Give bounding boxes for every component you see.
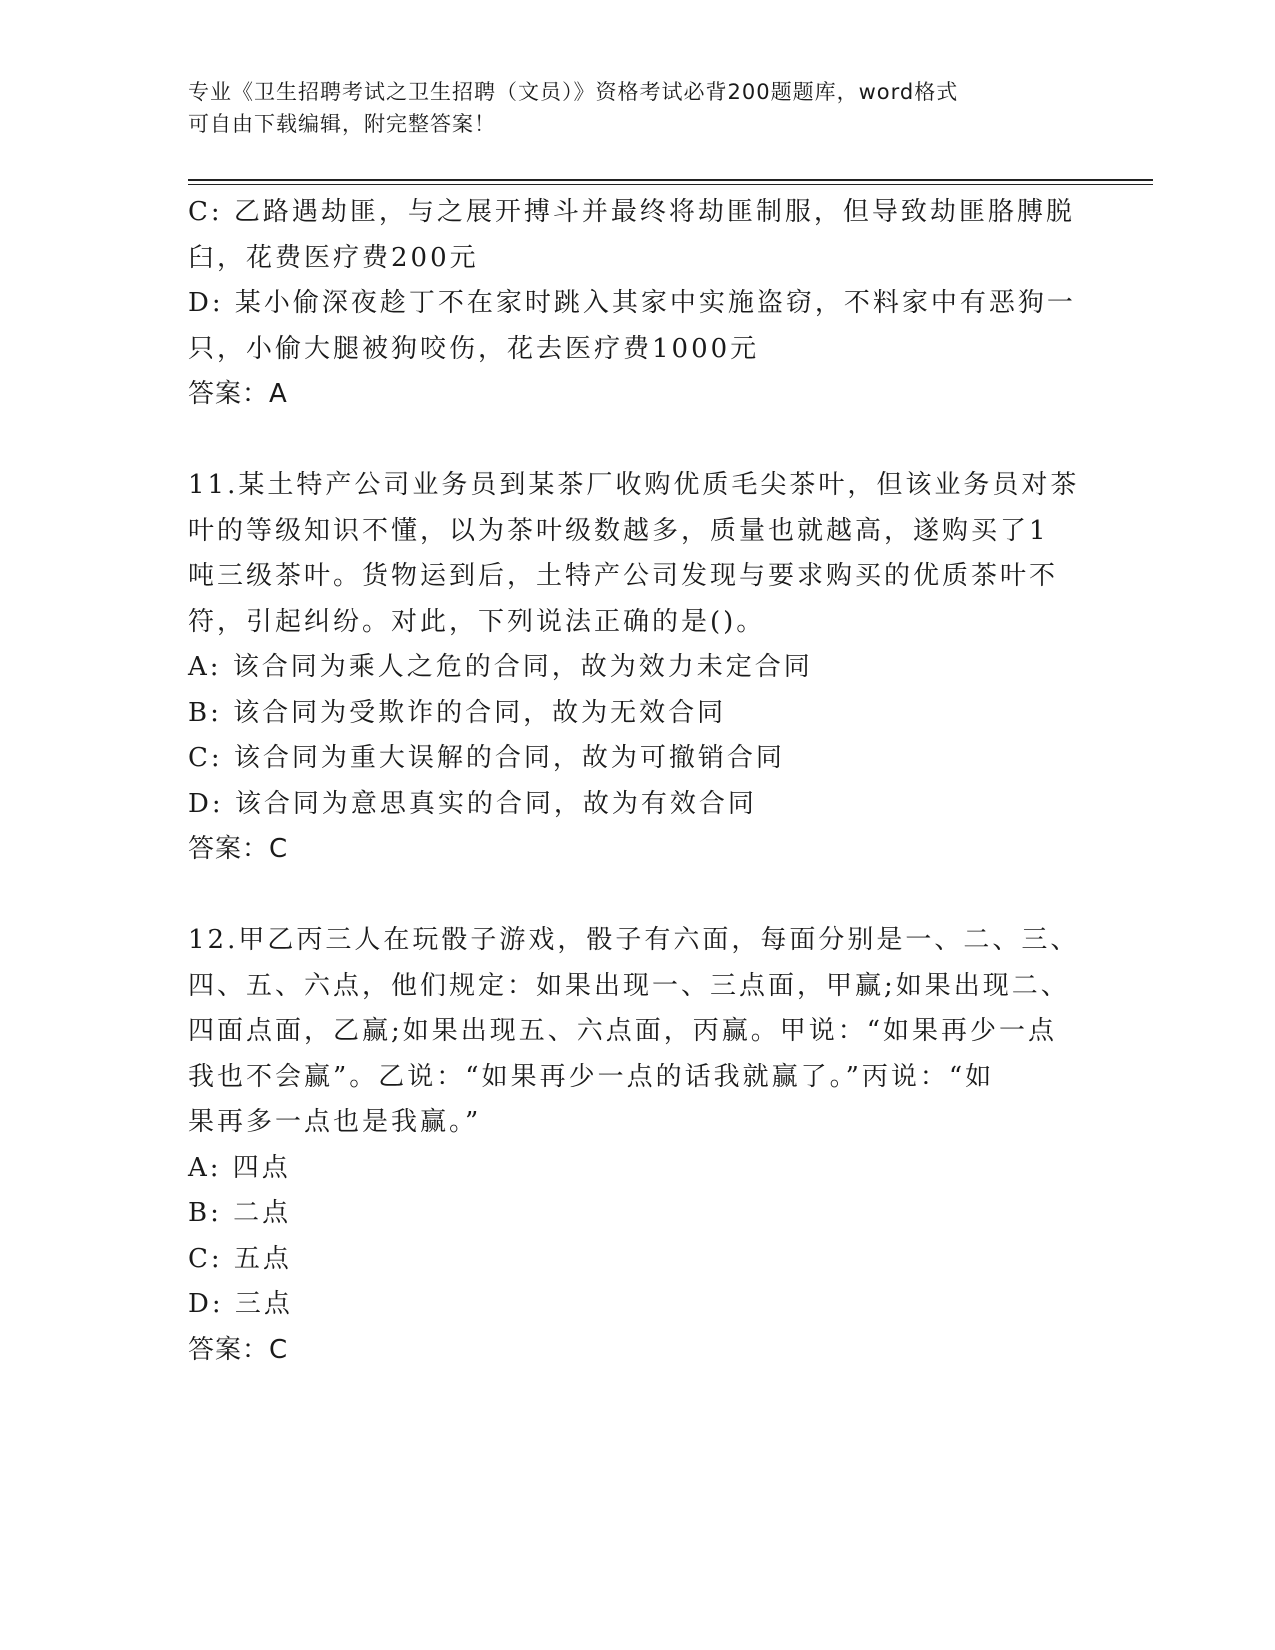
question-11 (188, 463, 1083, 873)
answer: 答案：C (188, 834, 289, 864)
answer: 答案：C (188, 1334, 289, 1365)
option-b: B: 该合同为受欺诈的合同，故为无效合同 (188, 697, 727, 728)
question-stem: 11.某土特产公司业务员到某茶厂收购优质毛尖茶叶，但该业务员对茶 (188, 470, 1080, 500)
option-d: D: 三点 (188, 1289, 293, 1319)
spacer (188, 418, 1083, 464)
question-stem: 吨三级茶叶。货物运到后，土特产公司发现与要求购买的优质茶叶不 (188, 561, 1059, 591)
option-c: C: 乙路遇劫匪，与之展开搏斗并最终将劫匪制服，但导致劫匪胳膊脱 (188, 197, 1075, 227)
option-a: A: 四点 (188, 1152, 291, 1183)
question-stem: 12.甲乙丙三人在玩骰子游戏，骰子有六面，每面分别是一、二、三、 (188, 925, 1080, 955)
previous-question (188, 190, 1083, 418)
question-stem: 我也不会赢”。乙说：“如果再少一点的话我就赢了。”丙说：“如 (188, 1061, 995, 1092)
option-d-continued: 只，小偷大腿被狗咬伤，花去医疗费1000元 (188, 333, 760, 364)
question-stem: 符，引起纠纷。对此，下列说法正确的是()。 (188, 606, 766, 637)
question-stem: 果再多一点也是我赢。” (188, 1107, 482, 1137)
document-header (188, 76, 1088, 140)
option-c-continued: 臼，花费医疗费200元 (188, 242, 479, 273)
question-stem: 叶的等级知识不懂，以为茶叶级数越多，质量也就越高，遂购买了1 (188, 515, 1049, 546)
document-body (188, 190, 1083, 1373)
option-c: C: 五点 (188, 1243, 292, 1274)
question-stem: 四面点面，乙赢;如果出现五、六点面，丙赢。甲说：“如果再少一点 (188, 1016, 1058, 1046)
header-divider-thin (188, 184, 1153, 185)
answer: 答案：A (188, 379, 288, 409)
option-a: A: 该合同为乘人之危的合同，故为效力未定合同 (188, 652, 813, 682)
option-c: C: 该合同为重大误解的合同，故为可撤销合同 (188, 743, 785, 773)
header-line: 可自由下载编辑，附完整答案！ (188, 112, 496, 136)
header-divider (188, 179, 1153, 181)
option-b: B: 二点 (188, 1198, 292, 1228)
header-line: 专业《卫生招聘考试之卫生招聘（文员）》资格考试必背200题题库，word格式 (188, 80, 959, 104)
question-stem: 四、五、六点，他们规定：如果出现一、三点面，甲赢;如果出现二、 (188, 970, 1070, 1001)
question-12 (188, 918, 1083, 1373)
spacer (188, 873, 1083, 919)
option-d: D: 某小偷深夜趁丁不在家时跳入其家中实施盗窃，不料家中有恶狗一 (188, 288, 1076, 318)
option-d: D: 该合同为意思真实的合同，故为有效合同 (188, 788, 757, 819)
